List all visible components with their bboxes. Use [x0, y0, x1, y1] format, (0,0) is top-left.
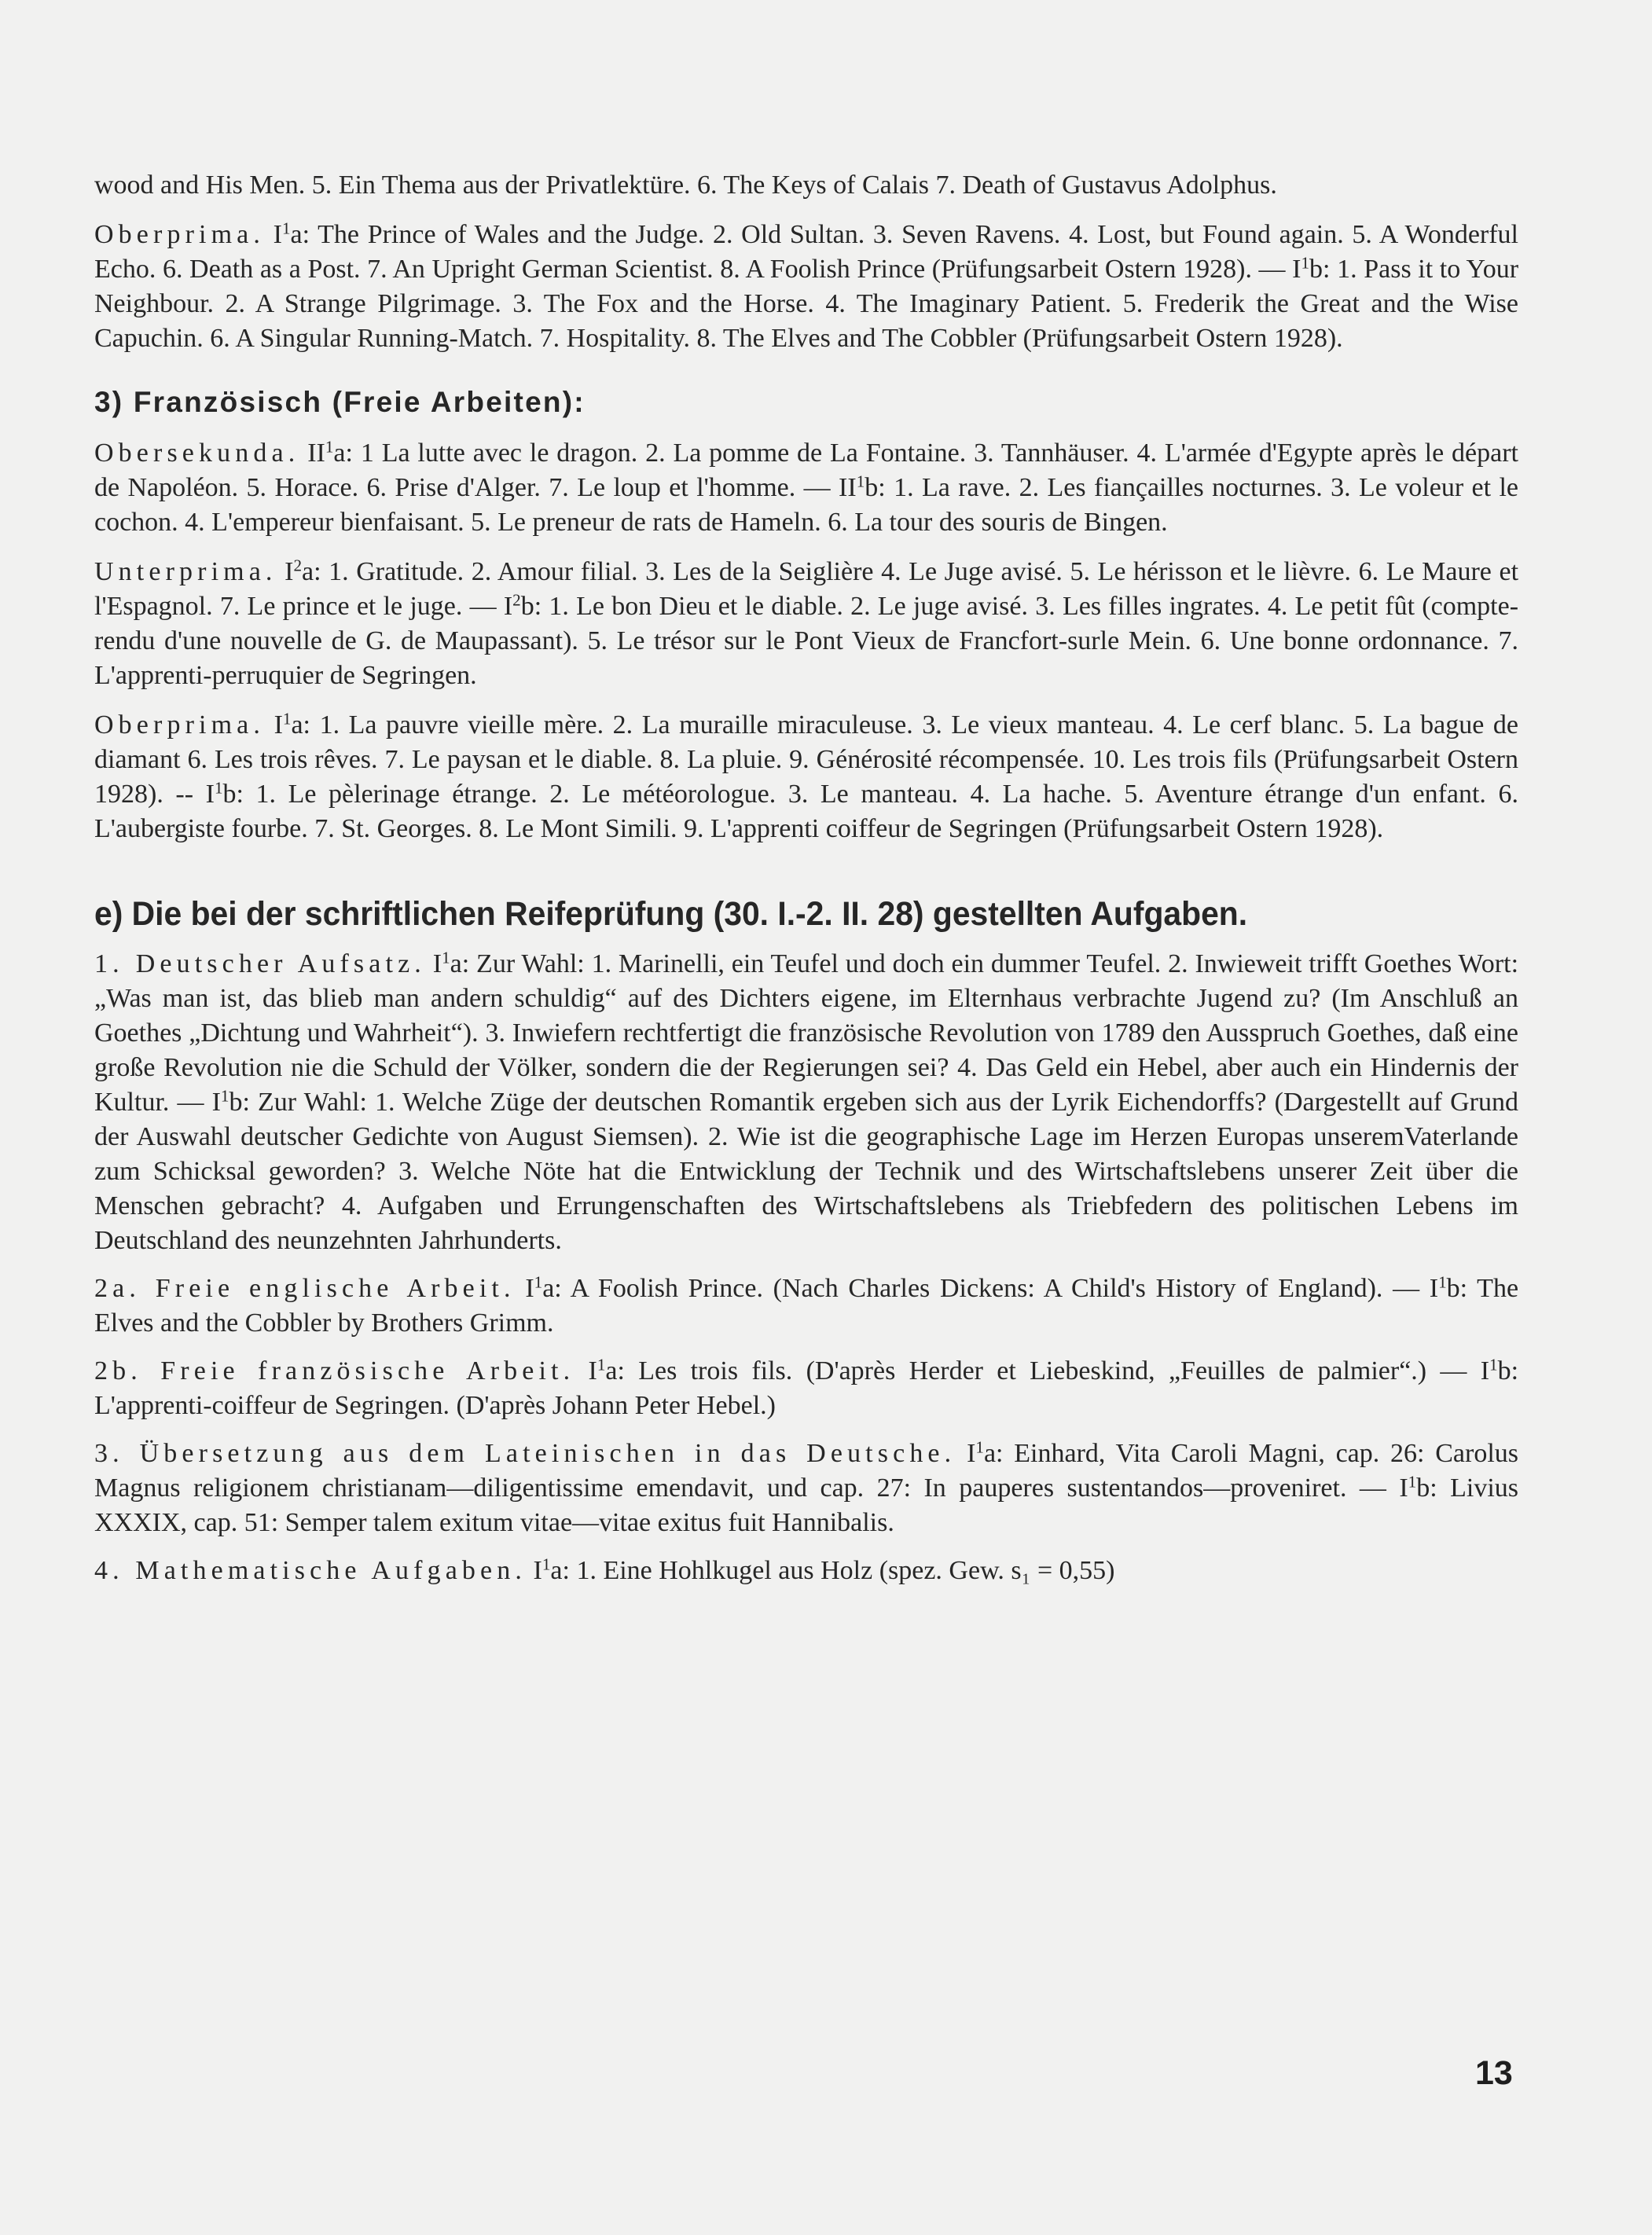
class-designation: $I^1b$: [1399, 1472, 1437, 1503]
task-latein-paragraph [94, 1437, 1518, 1540]
task-text: 1. Eine Hohlkugel aus Holz (spez. Gew. s₁ = 0,55) [576, 1556, 1115, 1585]
class-designation: $II^1b$: [839, 472, 886, 502]
task-deutsch-paragraph [94, 947, 1518, 1258]
task-mathematik-paragraph [94, 1554, 1518, 1588]
task-label: 3. Übersetzung aus dem Lateinischen in das Deutsche. [94, 1439, 956, 1468]
french-oberprima-paragraph [94, 708, 1518, 846]
class-designation: $I^1b$: [1292, 253, 1331, 284]
continuation-text: wood and His Men. 5. Ein Thema aus der Privatlektüre. 6. The Keys of Calais 7. Death of Gustavus Adolphus. [94, 171, 1277, 200]
class-designation: $I^1a$: [533, 1554, 570, 1585]
topic-list: 1. Le pèlerinage étrange. 2. Le météorologue. 3. Le manteau. 4. La hache. 5. Aventure étrange d'un enfant. 6. L'aubergiste fourbe. 7. St. Georges. 8. Le Mont Simili. 9. L'apprenti coiffeur de Segringen (Prüfungsarbeit Ostern 1928). [94, 780, 1519, 843]
task-englisch-paragraph [94, 1272, 1518, 1341]
topic-list: The Prince of Wales and the Judge. 2. Old Sultan. 3. Seven Ravens. 4. Lost, but Found again. 5. A Wonderful Echo. 6. Death as a Post. 7. An Upright German Scientist. 8. A Foolish Prince (Prüfungsarbeit Ostern 1928). — [94, 220, 1518, 284]
task-label: 2b. Freie französische Arbeit. [94, 1356, 575, 1385]
class-designation: $I^2a$: [285, 556, 321, 586]
class-designation: $I^1b$: [211, 1086, 250, 1117]
class-designation: $I^2b$: [503, 590, 542, 621]
task-text: L'apprenti-coiffeur de Segringen. (D'après Johann Peter Hebel.) [94, 1391, 776, 1420]
class-designation: $I^1b$: [1429, 1272, 1468, 1303]
section-heading: e) Die bei der schriftlichen Reifeprüfung (30. I.-2. II. 28) gestellten Aufgaben. [94, 895, 1248, 933]
task-text: Livius XXXIX, cap. 51: Semper talem exitum vitae—vitae exitus fuit Hannibalis. [94, 1473, 1519, 1537]
class-designation: $I^1a$: [273, 709, 310, 739]
topic-list: 1. Gratitude. 2. Amour filial. 3. Les de la Seiglière 4. Le Juge avisé. 5. Le hérisson et le lièvre. 6. Le Maure et l'Espagnol. 7. Le prince et le juge. — [94, 557, 1519, 621]
task-text: Les trois fils. (D'après Herder et Liebeskind, „Feuilles de palmier“.) — [638, 1356, 1467, 1385]
topic-list: 1. Le bon Dieu et le diable. 2. Le juge avisé. 3. Les filles ingrates. 4. Le petit fût (compterendu d'une nouvelle de G. de Maupassant). 5. Le trésor sur le Pont Vieux de Francfort-surle Mein. 6. Une bonne ordonnance. 7. L'apprenti-perruquier de Segringen. [94, 592, 1519, 690]
class-designation: $I^1a$: [273, 218, 310, 249]
english-oberprima-paragraph [94, 218, 1518, 356]
class-designation: $I^1a$: [588, 1355, 625, 1385]
topic-list: 1. La pauvre vieille mère. 2. La muraille miraculeuse. 3. Le vieux manteau. 4. Le cerf blanc. 5. La bague de diamant 6. Les trois rêves. 7. Le paysan et le diable. 8. La pluie. 9. Générosité récompensée. 10. Les trois fils (Prüfungsarbeit Ostern 1928). -- [94, 710, 1519, 809]
task-text: Zur Wahl: 1. Welche Züge der deutschen Romantik ergeben sich aus der Lyrik Eichendorffs? (Dargestellt auf Grund der Auswahl deutscher Gedichte von August Siemsen). 2. Wie ist die geographische Lage im Herzen Europas unseremVaterlande zum Schicksal geworden? 3. Welche Nöte hat die Entwicklung der Technik und des Wirtschaftslebens unserer Zeit über die Menschen gebracht? 4. Aufgaben und Errungenschaften des Wirtschaftslebens als Triebfedern des politischen Lebens im Deutschland des neunzehnten Jahrhunderts. [94, 1088, 1518, 1255]
class-designation: $I^1b$: [205, 778, 244, 809]
class-designation: $I^1a$: [525, 1272, 562, 1303]
task-text: Zur Wahl: 1. Marinelli, ein Teufel und doch ein dummer Teufel. 2. Inwieweit trifft Goethes Wort: „Was man ist, das blieb man andern schuldig“ auf des Dichters eigene, im Elternhaus verbrachte Jugend zu? (Im Anschluß an Goethes „Dichtung und Wahrheit“). 3. Inwiefern rechtfertigt die französische Revolution von 1789 den Ausspruch Goethes, daß eine große Revolution nie die Schuld der Völker, sondern die der Regierungen sei? 4. Das Geld ein Hebel, aber auch ein Hindernis der Kultur. — [94, 949, 1519, 1117]
french-unterprima-paragraph [94, 555, 1518, 693]
task-text: A Foolish Prince. (Nach Charles Dickens: A Child's History of England). — [570, 1274, 1420, 1303]
class-designation: $II^1a$: [307, 437, 353, 468]
french-obersekunda-paragraph [94, 436, 1518, 540]
task-label: 1. Deutscher Aufsatz. [94, 949, 426, 978]
class-designation: $I^1a$: [967, 1437, 1004, 1468]
task-text: Einhard, Vita Caroli Magni, cap. 26: Carolus Magnus religionem christianam—diligentissime emendavit, und cap. 27: In pauperes sustentandos—proveniret. — [94, 1439, 1519, 1503]
page-number: 13 [1475, 2054, 1513, 2092]
class-designation: $I^1b$: [1480, 1355, 1519, 1385]
class-label: Oberprima. [94, 220, 265, 249]
topic-list: 1. Pass it to Your Neighbour. 2. A Strange Pilgrimage. 3. The Fox and the Horse. 4. The Imaginary Patient. 5. Frederik the Great and the Wise Capuchin. 6. A Singular Running-Match. 7. Hospitality. 8. The Elves and The Cobbler (Prüfungsarbeit Ostern 1928). [94, 255, 1519, 353]
task-label: 4. Mathematische Aufgaben. [94, 1556, 527, 1585]
continuation-paragraph [94, 168, 1518, 203]
task-text: The Elves and the Cobbler by Brothers Grimm. [94, 1274, 1519, 1338]
topic-list: 1. La rave. 2. Les fiançailles nocturnes. 3. Le voleur et le cochon. 4. L'empereur bienfaisant. 5. Le preneur de rats de Hameln. 6. La tour des souris de Bingen. [94, 473, 1519, 537]
class-label: Unterprima. [94, 557, 277, 586]
task-franzoesisch-paragraph [94, 1354, 1518, 1423]
class-label: Oberprima. [94, 710, 265, 739]
class-label: Obersekunda. [94, 439, 300, 468]
page-content [94, 168, 1518, 1602]
task-label: 2a. Freie englische Arbeit. [94, 1274, 516, 1303]
topic-list: 1 La lutte avec le dragon. 2. La pomme de La Fontaine. 3. Tannhäuser. 4. L'armée d'Egypte après le départ de Napoléon. 5. Horace. 6. Prise d'Alger. 7. Le loup et l'homme. — [94, 439, 1519, 502]
french-heading: 3) Französisch (Freie Arbeiten): [94, 386, 586, 418]
class-designation: $I^1a$: [432, 948, 470, 978]
